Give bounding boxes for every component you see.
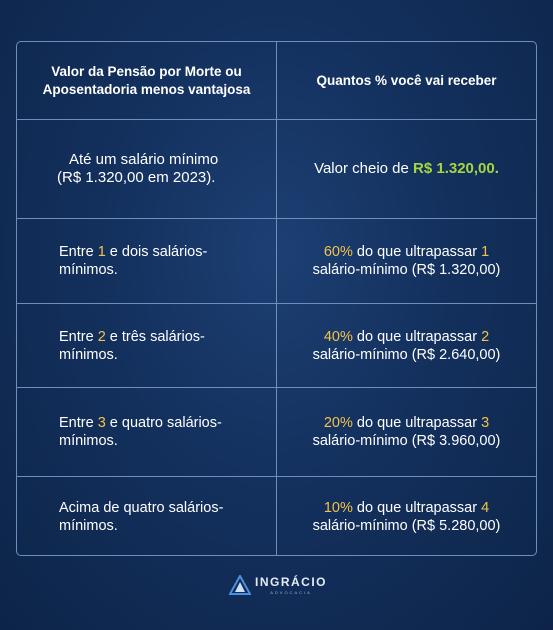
header-col-valor-text: Valor da Pensão por Morte ou Aposentadoria menos vantajosa bbox=[42, 63, 251, 97]
table-row-1-left bbox=[17, 219, 277, 304]
row-0-right-highlight: R$ 1.320,00. bbox=[413, 160, 499, 177]
row-4-left-line2: mínimos. bbox=[59, 518, 118, 534]
row-3-right-line2: salário-mínimo (R$ 3.960,00) bbox=[312, 433, 501, 449]
row-2-left-num: 2 bbox=[97, 328, 106, 345]
row-3-right-pct: 20% bbox=[323, 415, 353, 431]
row-1-left-line2: mínimos. bbox=[59, 262, 118, 278]
header-col-percentual bbox=[277, 42, 536, 120]
row-3-left-line2: mínimos. bbox=[59, 433, 118, 449]
table-row-1-right bbox=[277, 219, 536, 304]
row-1-right-num: 1 bbox=[481, 244, 490, 260]
row-2-left-post: e três salários- bbox=[105, 328, 205, 345]
row-3-right-num: 3 bbox=[481, 415, 490, 431]
row-1-right-mid: do que ultrapassar bbox=[352, 244, 482, 260]
row-2-left-line2: mínimos. bbox=[59, 346, 118, 363]
header-col-percentual-text: Quantos % você vai receber bbox=[316, 72, 497, 88]
ingracio-logo bbox=[229, 575, 327, 595]
row-1-left-post: e dois salários- bbox=[105, 244, 208, 260]
table-row-3-right bbox=[277, 388, 536, 477]
row-2-right-pct: 40% bbox=[323, 328, 353, 345]
table-row-2-right bbox=[277, 304, 536, 388]
row-1-left-num: 1 bbox=[97, 244, 106, 260]
table-row-0-right bbox=[277, 120, 536, 219]
table-row-2-left bbox=[17, 304, 277, 388]
row-0-right-pre: Valor cheio de bbox=[314, 160, 414, 177]
row-4-left-line1: Acima de quatro salários- bbox=[59, 500, 224, 516]
triangle-logo-icon bbox=[229, 575, 251, 595]
row-4-right-mid: do que ultrapassar bbox=[352, 500, 482, 516]
row-1-left-pre: Entre bbox=[59, 244, 98, 260]
logo-subtitle: ADVOCACIA bbox=[270, 590, 312, 595]
row-0-left-line2: (R$ 1.320,00 em 2023). bbox=[57, 169, 216, 186]
row-3-right-mid: do que ultrapassar bbox=[352, 415, 482, 431]
row-2-left-pre: Entre bbox=[59, 328, 98, 345]
row-2-right-mid: do que ultrapassar bbox=[352, 328, 482, 345]
table-row-4-right bbox=[277, 477, 536, 556]
header-col-valor bbox=[17, 42, 277, 120]
row-3-left-post: e quatro salários- bbox=[105, 415, 222, 431]
benefit-table bbox=[16, 41, 537, 556]
table-row-0-left bbox=[17, 120, 277, 219]
row-1-right-pct: 60% bbox=[323, 244, 353, 260]
row-4-right-pct: 10% bbox=[323, 500, 353, 516]
row-4-right-num: 4 bbox=[481, 500, 490, 516]
table-row-4-left bbox=[17, 477, 277, 556]
row-4-right-line2: salário-mínimo (R$ 5.280,00) bbox=[312, 518, 501, 534]
table-row-3-left bbox=[17, 388, 277, 477]
logo-name: INGRÁCIO bbox=[255, 575, 327, 589]
row-2-right-line2: salário-mínimo (R$ 2.640,00) bbox=[312, 346, 501, 363]
row-0-left-line1: Até um salário mínimo bbox=[69, 151, 219, 168]
row-3-left-pre: Entre bbox=[59, 415, 98, 431]
row-2-right-num: 2 bbox=[481, 328, 490, 345]
row-3-left-num: 3 bbox=[97, 415, 106, 431]
row-1-right-line2: salário-mínimo (R$ 1.320,00) bbox=[312, 262, 501, 278]
